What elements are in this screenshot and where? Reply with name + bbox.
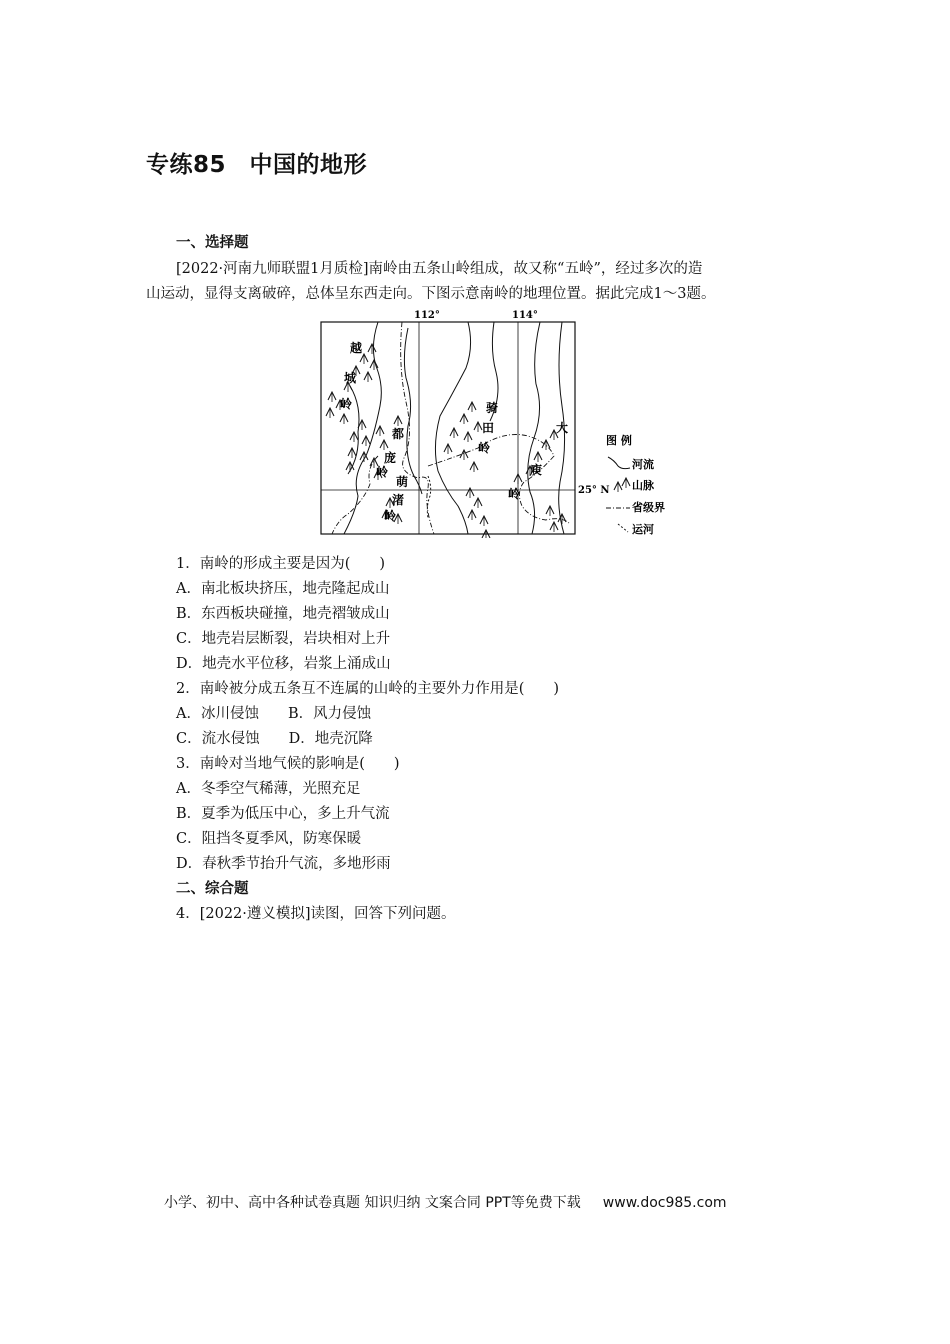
lon-label-114: 114° (512, 310, 538, 321)
footer-text: 小学、初中、高中各种试卷真题 知识归纳 文案合同 PPT等免费下载 (164, 1195, 581, 1211)
question-4-stem: 4．[2022·遵义模拟]读图，回答下列问题。 (176, 906, 456, 922)
question-1-option-b: B．东西板块碰撞，地壳褶皱成山 (176, 606, 390, 622)
range-char: 岭 (478, 441, 491, 455)
provincial-boundaries (332, 322, 570, 534)
legend-label-river: 河流 (632, 458, 654, 471)
legend-title: 图 例 (606, 434, 632, 447)
section-heading-choice: 一、选择题 (176, 235, 249, 251)
range-char: 岭 (384, 509, 397, 523)
legend-label-boundary: 省级界 (632, 501, 665, 514)
range-char: 田 (482, 421, 495, 435)
nanling-map (318, 306, 678, 538)
question-1-option-a: A．南北板块挤压，地壳隆起成山 (176, 581, 390, 597)
question-1-stem: 1．南岭的形成主要是因为( ) (176, 556, 386, 572)
legend-mountain-icon (614, 478, 630, 492)
range-char: 骑 (486, 401, 499, 415)
question-3-stem: 3．南岭对当地气候的影响是( ) (176, 756, 400, 772)
range-char: 都 (392, 427, 405, 441)
intro-text-line1: [2022·河南九师联盟1月质检]南岭由五条山岭组成，故又称“五岭”，经过多次的造 (176, 261, 703, 277)
legend-canal-icon (618, 524, 628, 532)
question-3-option-a: A．冬季空气稀薄，光照充足 (176, 781, 361, 797)
range-char: 庞 (384, 451, 397, 465)
range-char: 岭 (376, 465, 389, 479)
question-3-option-c: C．阻挡冬夏季风，防寒保暖 (176, 831, 362, 847)
lat-label-25n: 25° N (578, 485, 610, 496)
range-char: 大 (556, 421, 569, 435)
range-char: 城 (344, 371, 357, 385)
canal (427, 476, 430, 518)
range-char: 萌 (396, 475, 409, 489)
question-2-options-ab: A．冰川侵蚀 B．风力侵蚀 (176, 706, 372, 722)
intro-text-line2: 山运动，显得支离破碎，总体呈东西走向。下图示意南岭的地理位置。据此完成1～3题。 (146, 286, 716, 302)
footer-url-link[interactable]: www.doc985.com (602, 1195, 727, 1211)
page-footer (164, 1192, 727, 1212)
section-heading-comprehensive: 二、综合题 (176, 881, 249, 897)
question-1-option-c: C．地壳岩层断裂，岩块相对上升 (176, 631, 391, 647)
range-char: 庾 (530, 463, 543, 477)
lon-label-112: 112° (414, 310, 440, 321)
question-2-options-cd: C．流水侵蚀 D．地壳沉降 (176, 731, 373, 747)
page-title: 专练85 中国的地形 (146, 152, 368, 178)
question-2-stem: 2．南岭被分成五条互不连属的山岭的主要外力作用是( ) (176, 681, 560, 697)
question-3-option-b: B．夏季为低压中心，多上升气流 (176, 806, 390, 822)
range-char: 岭 (340, 397, 353, 411)
question-3-option-d: D．春秋季节抬升气流，多地形雨 (176, 856, 391, 872)
range-char: 越 (350, 341, 363, 355)
range-char: 渚 (392, 493, 405, 507)
mountain-symbols (326, 344, 569, 538)
map-legend (606, 433, 665, 536)
question-1-option-d: D．地壳水平位移，岩浆上涌成山 (176, 656, 391, 672)
legend-river-icon (608, 457, 630, 469)
legend-label-mountain: 山脉 (632, 479, 654, 492)
legend-label-canal: 运河 (632, 523, 654, 536)
range-char: 岭 (508, 487, 521, 501)
